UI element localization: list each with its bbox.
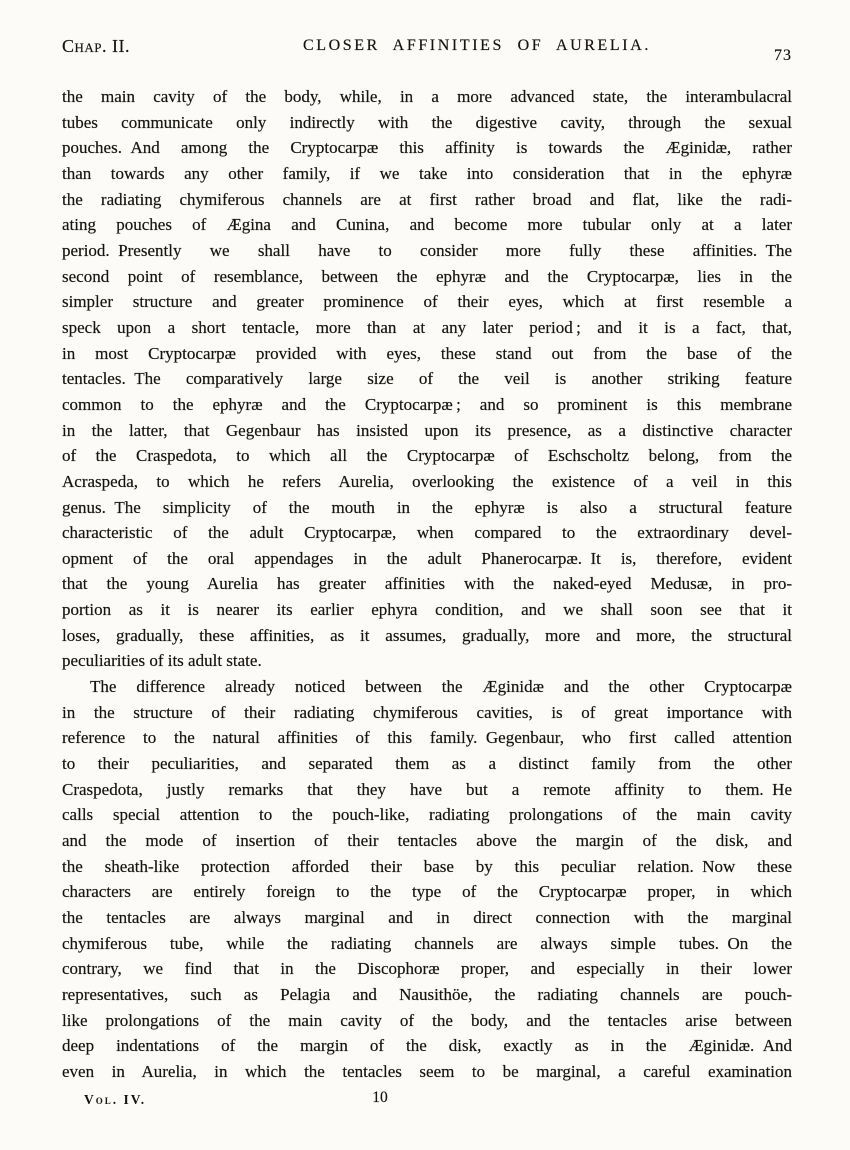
page-title: CLOSER AFFINITIES OF AURELIA. (303, 37, 651, 54)
body-text-line: simpler structure and greater prominence of their eyes, which at first resemble a (62, 292, 792, 312)
body-text-line: in the structure of their radiating chymiferous cavities, is of great importance with (62, 702, 792, 722)
body-text-line: that the young Aurelia has greater affinities with the naked-eyed Medusæ, in pro- (62, 574, 792, 594)
body-text (62, 84, 792, 1085)
body-text-line: pouches. And among the Cryptocarpæ this affinity is towards the Æginidæ, rather (62, 138, 792, 158)
body-text-line: of the Craspedota, to which all the Cryptocarpæ of Eschscholtz belong, from the (62, 446, 792, 466)
body-text-line: the tentacles are always marginal and in direct connection with the marginal (62, 908, 792, 927)
body-text-line: calls special attention to the pouch-like, radiating prolongations of the main cavity (62, 805, 792, 825)
body-text-line: period. Presently we shall have to consider more fully these affinities. The (62, 240, 792, 260)
body-text-line: portion as it is nearer its earlier ephyra condition, and we shall soon see that it (62, 600, 792, 620)
body-text-line: the main cavity of the body, while, in a more advanced state, the interambulacral (62, 87, 792, 106)
running-head (62, 36, 792, 65)
body-text-line: deep indentations of the margin of the disk, exactly as in the Æginidæ. And (62, 1036, 792, 1056)
body-text-line: reference to the natural affinities of this family. Gegenbaur, who first called attention (62, 728, 792, 748)
body-text-line: the radiating chymiferous channels are at first rather broad and flat, like the radi- (62, 189, 792, 209)
body-text-line: opment of the oral appendages in the adult Phanerocarpæ. It is, therefore, evident (62, 548, 792, 568)
body-text-line: The difference already noticed between the Æginidæ and the other Cryptocarpæ (90, 677, 792, 697)
body-text-line: second point of resemblance, between the ephyræ and the Cryptocarpæ, lies in the (62, 266, 792, 286)
body-text-line: contrary, we find that in the Discophoræ proper, and especially in their lower (62, 959, 792, 979)
body-text-line: loses, gradually, these affinities, as it assumes, gradually, more and more, the structural (62, 625, 792, 645)
body-text-line: chymiferous tube, while the radiating channels are always simple tubes. On the (62, 933, 792, 953)
chapter-label: Chap. II. (62, 36, 131, 56)
body-text-line: ating pouches of Ægina and Cunina, and become more tubular only at a later (62, 215, 792, 235)
page-number: 73 (774, 47, 792, 64)
body-text-line: speck upon a short tentacle, more than at any later period ; and it is a fact, that, (62, 317, 792, 337)
body-text-line: than towards any other family, if we take into consideration that in the ephyræ (62, 163, 792, 183)
body-text-line: like prolongations of the main cavity of the body, and the tentacles arise between (62, 1010, 792, 1030)
volume-label: Vol. IV. (84, 1092, 147, 1107)
body-text-line: in most Cryptocarpæ provided with eyes, these stand out from the base of the (62, 343, 792, 363)
body-text-line: peculiarities of its adult state. (62, 651, 262, 671)
page-footer (62, 1089, 792, 1117)
body-text-line: and the mode of insertion of their tentacles above the margin of the disk, and (62, 831, 792, 851)
body-text-line: even in Aurelia, in which the tentacles seem to be marginal, a careful examination (62, 1061, 792, 1081)
body-text-line: genus. The simplicity of the mouth in the ephyræ is also a structural feature (62, 497, 792, 517)
body-text-line: Acraspeda, to which he refers Aurelia, overlooking the existence of a veil in this (62, 471, 792, 491)
body-text-line: representatives, such as Pelagia and Nausithöe, the radiating channels are pouch- (62, 984, 792, 1004)
body-text-line: in the latter, that Gegenbaur has insisted upon its presence, as a distinctive character (62, 420, 792, 440)
body-text-line: tentacles. The comparatively large size of the veil is another striking feature (62, 369, 792, 389)
signature-number: 10 (372, 1089, 388, 1106)
body-text-line: common to the ephyræ and the Cryptocarpæ ; and so prominent is this membrane (62, 394, 792, 414)
body-text-line: tubes communicate only indirectly with the digestive cavity, through the sexual (62, 112, 792, 132)
body-text-line: characters are entirely foreign to the type of the Cryptocarpæ proper, in which (62, 882, 792, 902)
body-text-line: to their peculiarities, and separated them as a distinct family from the other (62, 754, 792, 774)
body-text-line: the sheath-like protection afforded their base by this peculiar relation. Now these (62, 856, 792, 876)
body-text-line: Craspedota, justly remarks that they have but a remote affinity to them. He (62, 779, 792, 799)
body-text-line: characteristic of the adult Cryptocarpæ, when compared to the extraordinary devel- (62, 523, 792, 543)
